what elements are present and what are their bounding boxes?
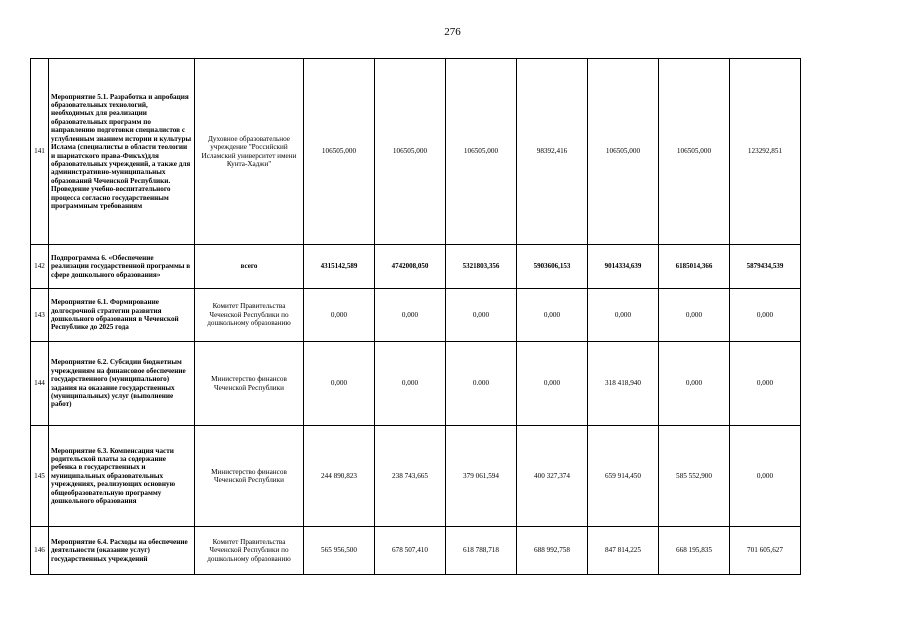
value-cell: 0,000 [304,289,375,342]
activity-title: Мероприятие 6.1. Формирование долгосрочной стратегии развития дошкольного образования в Чеченской Республике до 2025 года [49,289,195,342]
executor: Министерство финансов Чеченской Республики [195,426,304,527]
activity-title: Мероприятие 6.3. Компенсация части родительской платы за содержание ребенка в государственных и муниципальных образовательных учреждениях, реализующих основную общеобразовательную программу дошкольного образования [49,426,195,527]
table-body [31,59,801,575]
value-cell: 9014334,639 [588,245,659,289]
value-cell: 0,000 [446,289,517,342]
value-cell: 5903606,153 [517,245,588,289]
value-cell: 106505,000 [304,59,375,245]
value-cell: 123292,851 [730,59,801,245]
value-cell: 106505,000 [588,59,659,245]
value-cell: 5879434,539 [730,245,801,289]
subprogram-title: Подпрограмма 6. «Обеспечение реализации государственной программы в сфере дошкольного образования» [49,245,195,289]
value-cell: 98392,416 [517,59,588,245]
executor: всего [195,245,304,289]
table-row [31,245,801,289]
activity-title: Мероприятие 6.2. Субсидии бюджетным учреждениям на финансовое обеспечение государственного (муниципального) задания на оказание государственных (муниципальных) услуг (выполнение работ) [49,342,195,426]
value-cell: 400 327,374 [517,426,588,527]
value-cell: 106505,000 [446,59,517,245]
value-cell: 244 890,823 [304,426,375,527]
value-cell: 4742008,050 [375,245,446,289]
value-cell: 4315142,589 [304,245,375,289]
value-cell: 701 605,627 [730,527,801,575]
row-number: 146 [31,527,49,575]
row-number: 143 [31,289,49,342]
value-cell: 238 743,665 [375,426,446,527]
row-number: 145 [31,426,49,527]
executor: Духовное образовательное учреждение "Российский Исламский университет имени Кунта-Хаджи" [195,59,304,245]
value-cell: 0,000 [517,289,588,342]
row-number: 141 [31,59,49,245]
value-cell: 618 788,718 [446,527,517,575]
value-cell: 0,000 [375,342,446,426]
value-cell: 0,000 [659,289,730,342]
table-row [31,527,801,575]
value-cell: 668 195,835 [659,527,730,575]
value-cell: 847 814,225 [588,527,659,575]
value-cell: 585 552,900 [659,426,730,527]
table-row [31,59,801,245]
value-cell: 6185014,366 [659,245,730,289]
value-cell: 106505,000 [659,59,730,245]
table-row [31,426,801,527]
value-cell: 318 418,940 [588,342,659,426]
value-cell: 659 914,450 [588,426,659,527]
value-cell: 0,000 [375,289,446,342]
row-number: 144 [31,342,49,426]
value-cell: 678 507,410 [375,527,446,575]
executor: Министерство финансов Чеченской Республики [195,342,304,426]
table-row [31,342,801,426]
table-row [31,289,801,342]
value-cell: 0,000 [659,342,730,426]
value-cell: 688 992,758 [517,527,588,575]
value-cell: 0,000 [588,289,659,342]
executor: Комитет Правительства Чеченской Республики по дошкольному образованию [195,527,304,575]
budget-table [30,58,801,575]
value-cell: 0.000 [446,342,517,426]
value-cell: 5321803,356 [446,245,517,289]
value-cell: 0,000 [730,342,801,426]
value-cell: 0,000 [730,289,801,342]
activity-title: Мероприятие 6.4. Расходы на обеспечение деятельности (оказание услуг) государственных учреждений [49,527,195,575]
executor: Комитет Правительства Чеченской Республики по дошкольному образованию [195,289,304,342]
value-cell: 379 061,594 [446,426,517,527]
value-cell: 565 956,500 [304,527,375,575]
value-cell: 106505,000 [375,59,446,245]
page-number: 276 [444,26,461,38]
value-cell: 0,000 [304,342,375,426]
value-cell: 0,000 [517,342,588,426]
value-cell: 0,000 [730,426,801,527]
activity-title: Мероприятие 5.1. Разработка и апробация образовательных технологий, необходимых для реализации образовательных программ по направлению подготовки специалистов с углубленным знанием истории и культуры Ислама (специалисты в области теологии и шариатского права-Фикъх)для образовательных учреждений, а также для административно-муниципальных образований Чеченской Республики. Проведение учебно-воспитательного процесса согласно государственным программным требованиям [49,59,195,245]
row-number: 142 [31,245,49,289]
